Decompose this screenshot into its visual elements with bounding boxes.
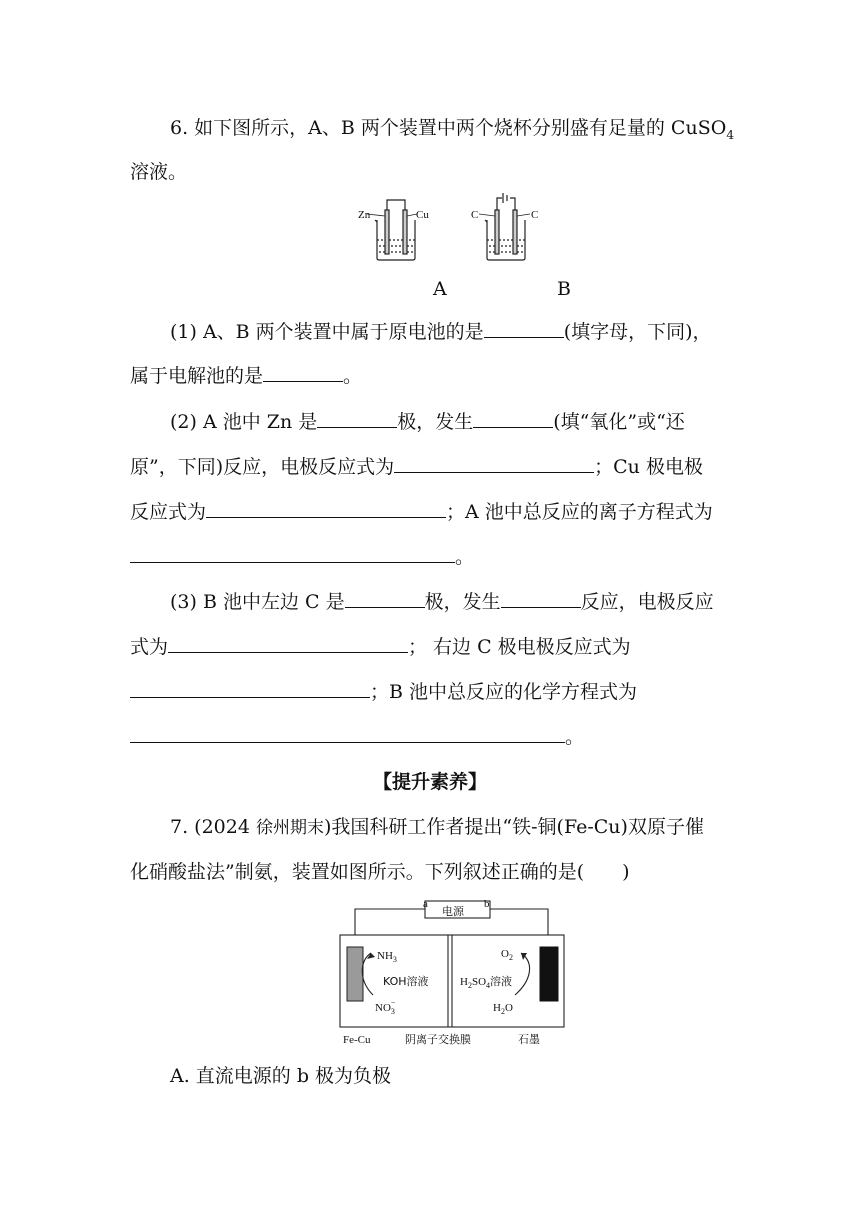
caption-b: B: [557, 278, 571, 300]
label-cu: Cu: [416, 209, 429, 221]
q6-p2-line3: 反应式为 ；A 池中总反应的离子方程式为: [130, 501, 713, 523]
q6-p1-line1: (1) A、B 两个装置中属于原电池的是 (填字母，下同)，: [170, 321, 712, 343]
blank[interactable]: [484, 319, 564, 338]
q6-apparatus-figure: [355, 190, 555, 300]
q6-p1-line2: 属于电解池的是 。: [130, 365, 363, 387]
q6-p2-line1: (2) A 池中 Zn 是 极，发生 (填“氧化”或“还: [170, 411, 685, 433]
blank[interactable]: [263, 363, 343, 382]
blank[interactable]: [394, 454, 594, 473]
section-title: 【提升素养】: [372, 771, 487, 793]
nh3-label: $NH_3$: [377, 950, 397, 964]
q7-option-a[interactable]: A. 直流电源的 b 极为负极: [170, 1065, 392, 1087]
membrane-label: 阴离子交换膜: [405, 1033, 471, 1046]
q6-p2-line4: 。: [130, 543, 474, 571]
blank[interactable]: [501, 589, 581, 608]
q6-p3-line4: 。: [130, 723, 584, 751]
q6-p3-line3: ；B 池中总反应的化学方程式为: [130, 678, 637, 706]
q6-p2-line2: 原”，下同)反应，电极反应式为 ；Cu 极电极: [130, 456, 703, 478]
q7-electrolysis-figure: [335, 895, 570, 1050]
label-c-right: C: [531, 209, 539, 221]
beaker-b: [485, 193, 525, 260]
label-c-left: C: [471, 209, 479, 221]
koh-label: KOH溶液: [383, 975, 429, 988]
o2-label: $O_2$: [501, 948, 513, 962]
blank[interactable]: [206, 499, 446, 518]
fecu-label: Fe-Cu: [343, 1034, 371, 1046]
q7-line1: 7. (2024 徐州期末)我国科研工作者提出“铁-铜(Fe-Cu)双原子催: [170, 816, 704, 838]
q6-p3-line1: (3) B 池中左边 C 是 极，发生 反应，电极反应: [170, 591, 714, 613]
graphite-electrode: [540, 947, 558, 1001]
fe-cu-electrode: [347, 947, 363, 1001]
h2so4-label: $H_2SO_4$溶液: [460, 975, 513, 990]
label-b: b: [484, 898, 490, 910]
blank[interactable]: [345, 589, 425, 608]
blank[interactable]: [317, 409, 397, 428]
label-a: a: [423, 898, 428, 910]
label-zn: Zn: [358, 209, 371, 221]
q6-stem-line1: 6. 如下图所示，A、B 两个装置中两个烧杯分别盛有足量的 CuSO$_4$: [170, 117, 734, 142]
graphite-label: 石墨: [518, 1033, 540, 1046]
no3-label: $NO_3-$: [375, 998, 396, 1016]
q6-stem-line2: 溶液。: [130, 161, 188, 183]
q6-p3-line2: 式为 ； 右边 C 极电极反应式为: [130, 636, 631, 658]
blank[interactable]: [130, 679, 370, 698]
blank[interactable]: [130, 724, 565, 743]
h2o-label: $H_2O$: [493, 1002, 513, 1016]
power-label: 电源: [442, 905, 464, 918]
blank[interactable]: [168, 634, 408, 653]
blank[interactable]: [473, 409, 553, 428]
beaker-a: [375, 200, 415, 260]
q7-line2: 化硝酸盐法”制氨，装置如图所示。下列叙述正确的是( ): [130, 861, 630, 883]
blank[interactable]: [130, 544, 455, 563]
caption-a: A: [433, 278, 447, 300]
